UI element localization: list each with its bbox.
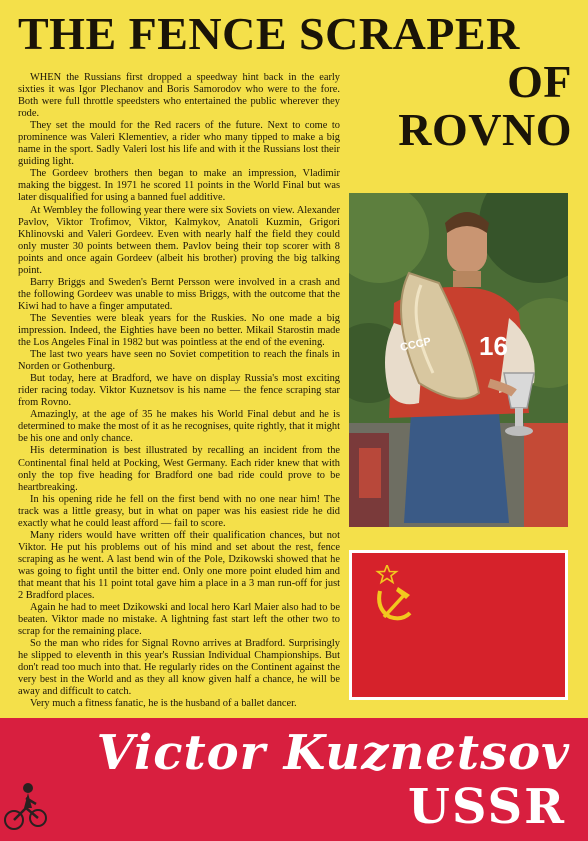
name-banner	[0, 718, 588, 841]
speedway-rider-emblem-icon	[4, 778, 48, 832]
paragraph: At Wembley the following year there were six Soviets on view. Alexander Pavlov, Viktor Trofimov, Viktor, Kalmykov, Anatoli Kuzmin, Grigori Khlinovski and Valeri Gordeev. Even with nearly half the field they could only muster 30 points between them. Pavlov being their top scorer with 8 points and once again Gordeev (albeit his brother) proving the big talking point.	[18, 204, 340, 276]
paragraph: The Gordeev brothers then began to make an impression, Vladimir making the biggest. In 1971 he scored 11 points in the World Final but was later disqualified for using a banned fuel additive.	[18, 168, 340, 204]
bib-lettering: CCCP	[399, 335, 433, 354]
article-body	[18, 72, 340, 710]
paragraph: Very much a fitness fanatic, he is the husband of a ballet dancer.	[30, 698, 297, 710]
paragraph: His determination is best illustrated by recalling an incident from the Continental final held at Pocking, West Germany. Each rider knew that with only the top five heading for Bradford one bad ride could prove to be heartbreaking.	[18, 445, 340, 493]
bib-number: 16	[479, 331, 508, 361]
title-line-1: THE FENCE SCRAPER	[18, 8, 520, 59]
paragraph: The last two years have seen no Soviet competition to reach the finals in Norden or Gothenburg.	[18, 349, 340, 373]
title-line-2: OF	[507, 56, 572, 107]
title-line-3: ROVNO	[398, 104, 572, 155]
rider-name: Victor Kuznetsov	[96, 725, 570, 781]
paragraph: So the man who rides for Signal Rovno arrives at Bradford. Surprisingly he slipped to eleventh in this year's Russian Individual Championships. But don't read too much into that. He regularly rides on the Continent against the very best in the World and as they all know given half a chance, he will be away and difficult to catch.	[18, 638, 340, 698]
paragraph: They set the mould for the Red racers of the future. Next to come to prominence was Valeri Klementiev, a rider who many tipped to make a big name in the sport. Sadly Valeri lost his life and with it the Russians lost their guiding light.	[18, 120, 340, 168]
soviet-flag-icon	[349, 550, 568, 700]
paragraph: But today, here at Bradford, we have on display Russia's most exciting rider racing today. Viktor Kuznetsov is his name — the fence scraping star from Rovno.	[18, 373, 340, 409]
paragraph: Barry Briggs and Sweden's Bernt Persson were involved in a crash and the following Gordeev was unable to miss Briggs, with the outcome that the Kiwi had to have a finger amputated.	[18, 276, 340, 312]
paragraph: Many riders would have written off their qualification chances, but not Viktor. He put his problems out of his mind and set about the rest, fence scraping as he went. A last bend win of the Pole, Dzikowski showed that he was going to fight until the bitter end. Only one more point eluded him and that meant that his 11 point total gave him a place in a 3 man run-off for just 2 Bradford places.	[18, 529, 340, 602]
paragraph: WHEN the Russians first dropped a speedway hint back in the early sixties it was Igor Plechanov and Boris Samorodov who were to the fore. Both were full throttle speedsters who entertained the public wherever they rode.	[18, 72, 340, 120]
rider-photo	[349, 193, 568, 527]
paragraph: Again he had to meet Dzikowski and local hero Karl Maier also had to be beaten. Viktor made no mistake. A lightning fast start left the other two to scrap for the remaining place.	[18, 602, 340, 638]
rider-country: USSR	[407, 779, 566, 835]
paragraph: Amazingly, at the age of 35 he makes his World Final debut and he is determined to make the most of it as he recognises, quite rightly, that it might be his one and only chance.	[18, 409, 340, 445]
paragraph: The Seventies were bleak years for the Ruskies. No one made a big impression. Indeed, the Eighties have been no better. Mikail Starostin made the Los Angeles Final in 1982 but was pointless at the end of the evening.	[18, 312, 340, 349]
paragraph: In his opening ride he fell on the first bend with no one near him! The track was a little greasy, but in what on paper was his easiest ride he did exactly what he could least afford — fail to score.	[18, 493, 340, 529]
